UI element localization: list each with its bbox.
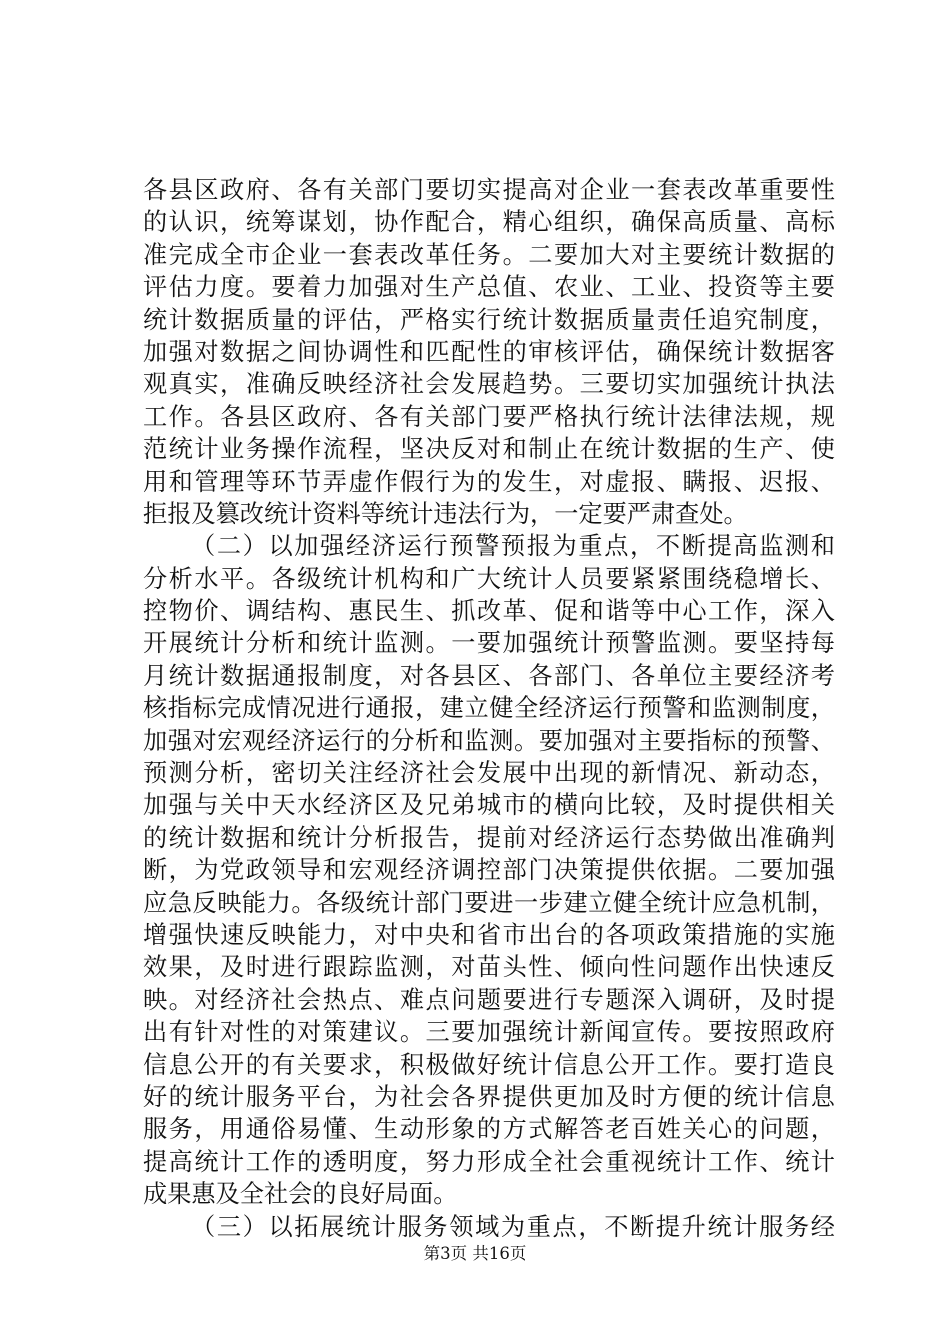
text-line: 加强对宏观经济运行的分析和监测。要加强对主要指标的预警、 [143,726,835,755]
text-line: 应急反映能力。各级统计部门要进一步建立健全统计应急机制， [143,888,835,917]
text-line: 增强快速反映能力，对中央和省市出台的各项政策措施的实施 [143,920,835,949]
text-line: （三）以拓展统计服务领域为重点，不断提升统计服务经 [191,1212,835,1241]
text-line: 用和管理等环节弄虚作假行为的发生，对虚报、瞒报、迟报、 [143,467,835,496]
text-line: 断，为党政领导和宏观经济调控部门决策提供依据。二要加强 [143,856,835,885]
text-line: 各县区政府、各有关部门要切实提高对企业一套表改革重要性 [143,176,835,204]
text-line: 开展统计分析和统计监测。一要加强统计预警监测。要坚持每 [143,629,835,658]
text-line: 效果，及时进行跟踪监测，对苗头性、倾向性问题作出快速反 [143,953,835,982]
text-line: 分析水平。各级统计机构和广大统计人员要紧紧围绕稳增长、 [143,564,835,593]
text-line: 映。对经济社会热点、难点问题要进行专题深入调研，及时提 [143,985,835,1014]
text-line: 拒报及篡改统计资料等统计违法行为，一定要严肃查处。 [143,499,748,528]
text-line: （二）以加强经济运行预警预报为重点，不断提高监测和 [191,532,835,561]
text-line: 加强与关中天水经济区及兄弟城市的横向比较，及时提供相关 [143,791,835,820]
text-line: 月统计数据通报制度，对各县区、各部门、各单位主要经济考 [143,661,835,690]
text-line: 控物价、调结构、惠民生、抓改革、促和谐等中心工作，深入 [143,597,835,626]
text-line: 的统计数据和统计分析报告，提前对经济运行态势做出准确判 [143,823,835,852]
text-line: 工作。各县区政府、各有关部门要严格执行统计法律法规，规 [143,402,835,431]
text-line: 好的统计服务平台，为社会各界提供更加及时方便的统计信息 [143,1082,835,1111]
text-line: 服务，用通俗易懂、生动形象的方式解答老百姓关心的问题， [143,1115,835,1144]
text-line: 信息公开的有关要求，积极做好统计信息公开工作。要打造良 [143,1050,835,1079]
text-line: 核指标完成情况进行通报，建立健全经济运行预警和监测制度， [143,694,835,723]
text-line: 出有针对性的对策建议。三要加强统计新闻宣传。要按照政府 [143,1018,835,1047]
text-line: 观真实，准确反映经济社会发展趋势。三要切实加强统计执法 [143,370,835,399]
body-text [143,174,835,1243]
text-line: 预测分析，密切关注经济社会发展中出现的新情况、新动态， [143,759,835,788]
text-line: 评估力度。要着力加强对生产总值、农业、工业、投资等主要 [143,273,835,302]
text-line: 成果惠及全社会的良好局面。 [143,1180,458,1209]
text-line: 加强对数据之间协调性和匹配性的审核评估，确保统计数据客 [143,337,835,366]
text-line: 统计数据质量的评估，严格实行统计数据质量责任追究制度， [143,305,835,334]
text-line: 准完成全市企业一套表改革任务。二要加大对主要统计数据的 [143,240,835,269]
text-line: 提高统计工作的透明度，努力形成全社会重视统计工作、统计 [143,1147,835,1176]
text-line: 的认识，统筹谋划，协作配合，精心组织，确保高质量、高标 [143,208,835,237]
text-line: 范统计业务操作流程，坚决反对和制止在统计数据的生产、使 [143,435,835,464]
page-footer: 第3页 共16页 [423,1244,527,1263]
